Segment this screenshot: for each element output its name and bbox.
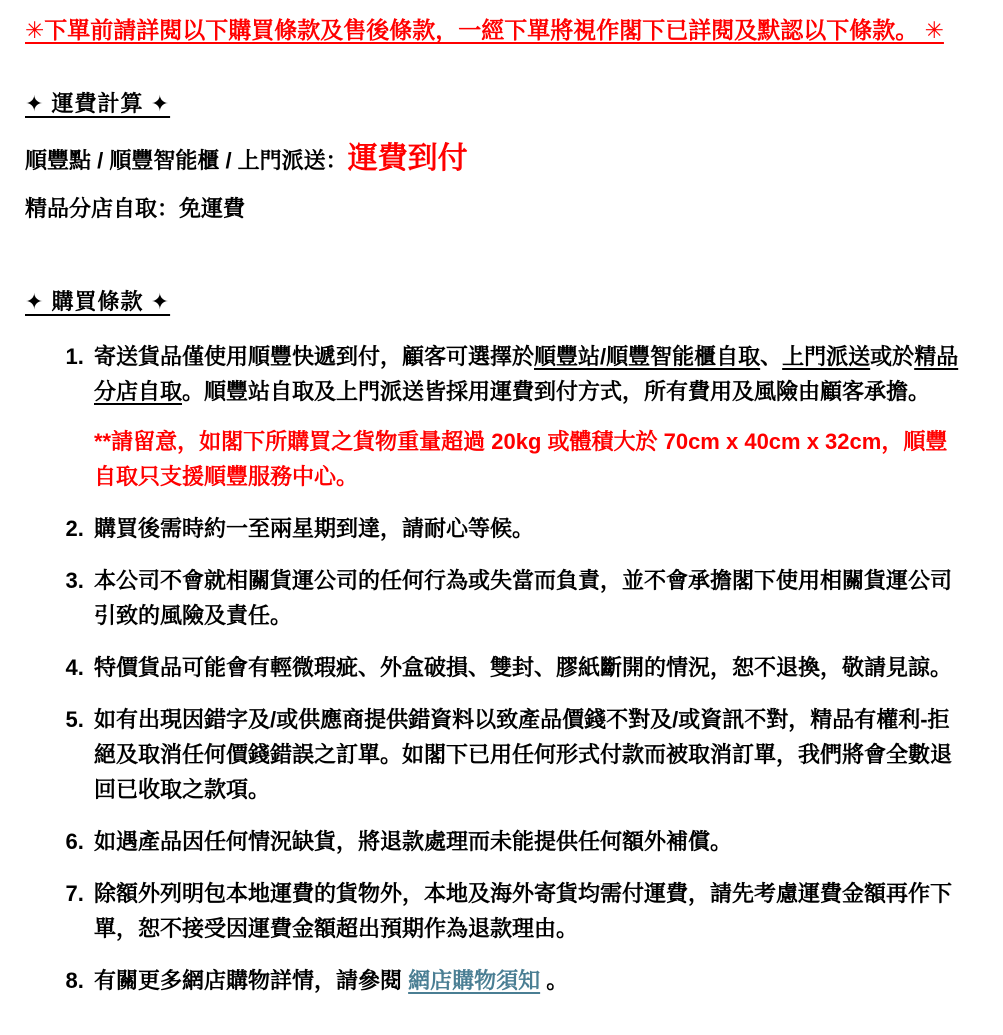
term-item-out-of-stock: 6. 如遇產品因任何情況缺貨，將退款處理而未能提供任何額外補償。: [90, 824, 963, 859]
term-item-courier-liability: 3. 本公司不會就相關貨運公司的任何行為或失當而負責，並不會承擔閣下使用相關貨運公司引致的風險及責任。: [90, 563, 963, 633]
term-item-discounted-goods: 4. 特價貨品可能會有輕微瑕疵、外盒破損、雙封、膠紙斷開的情況，恕不退換，敬請見諒。: [90, 650, 963, 685]
shipping-methods-label: 順豐點 / 順豐智能櫃 / 上門派送：: [25, 148, 348, 174]
cod-value: 運費到付: [347, 142, 468, 176]
store-pickup-line: 精品分店自取：免運費: [25, 196, 246, 222]
term1-text: 或於: [870, 344, 915, 370]
term-item-more-info: [90, 963, 963, 998]
term-item-pricing-errors: 5. 如有出現因錯字及/或供應商提供錯資料以致產品價錢不對及/或資訊不對，精品有權利-拒絕及取消任何價錢錯誤之訂單。如閣下已用任何形式付款而被取消訂單，我們將會全數退回已收取之款項。: [90, 702, 963, 807]
term8-text: 有關更多網店購物詳情，請參閱: [94, 968, 409, 994]
page-title-notice: ✳︎下單前請詳閱以下購買條款及售後條款，一經下單將視作閣下已詳閱及默認以下條款。 ✳︎: [25, 17, 944, 43]
purchase-terms-heading: ✦ 購買條款 ✦: [25, 289, 171, 315]
term1-underline-home-delivery: 上門派送: [782, 344, 871, 370]
term8-text: 。: [540, 968, 569, 994]
term1-text: 寄送貨品僅使用順豐快遞到付，顧客可選擇於: [94, 344, 535, 370]
terms-list: [25, 339, 963, 998]
term1-text: 、: [760, 344, 783, 370]
shipping-methods-line: [25, 140, 963, 180]
online-shopping-guide-link[interactable]: 網店購物須知: [408, 968, 541, 994]
term1-underline-sf-pickup: 順豐站/順豐智能櫃自取: [534, 344, 761, 370]
term1-text: 。順豐站自取及上門派送皆採用運費到付方式，所有費用及風險由顧客承擔。: [182, 379, 931, 405]
term1-underline-store-pickup: 精品分店自取: [94, 344, 959, 405]
term-item-delivery-time: 2. 購買後需時約一至兩星期到達，請耐心等候。: [90, 511, 963, 546]
weight-size-limit-note: **請留意，如閣下所購買之貨物重量超過 20kg 或體積大於 70cm x 40cm x 32cm，順豐自取只支援順豐服務中心。: [94, 429, 948, 490]
term-item-shipping-options: [90, 339, 963, 494]
term-item-shipping-fees: 7. 除額外列明包本地運費的貨物外，本地及海外寄貨均需付運費，請先考慮運費金額再作下單，恕不接受因運費金額超出預期作為退款理由。: [90, 876, 963, 946]
shipping-fee-heading: ✦ 運費計算 ✦: [25, 90, 171, 116]
